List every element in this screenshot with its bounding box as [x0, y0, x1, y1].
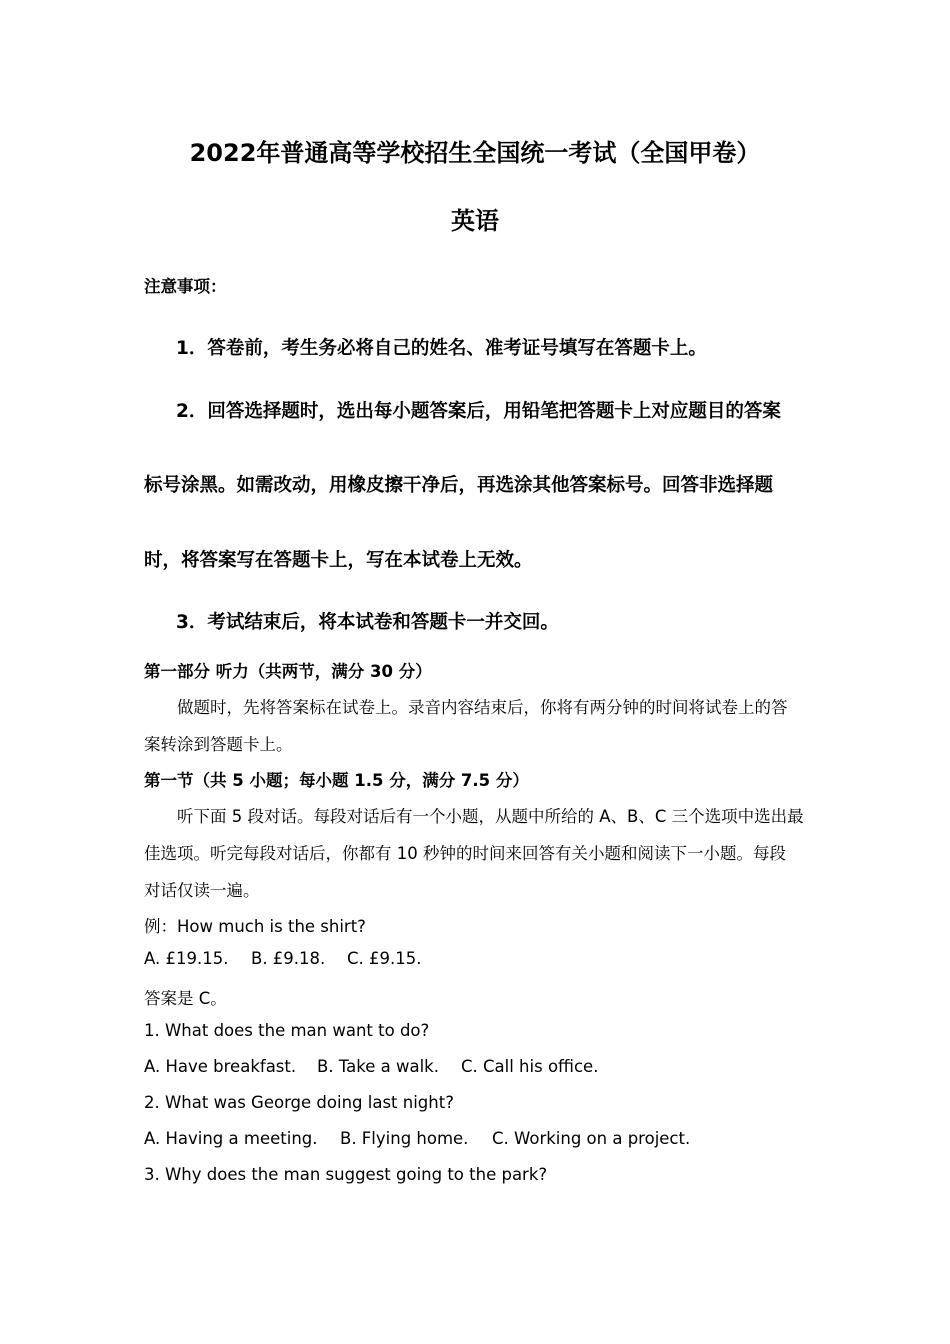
notice-item-2-line-1: 2．回答选择题时，选出每小题答案后，用铅笔把答题卡上对应题目的答案	[176, 401, 781, 422]
question-2-options	[144, 1129, 690, 1148]
example-question: 例：How much is the shirt?	[144, 917, 366, 936]
part1-intro-line-2: 案转涂到答题卡上。	[144, 735, 293, 754]
section1-intro-line-2: 佳选项。听完每段对话后，你都有 10 秒钟的时间来回答有关小题和阅读下一小题。每段	[144, 844, 786, 863]
question-2: 2. What was George doing last night?	[144, 1093, 454, 1112]
section1-intro-line-3: 对话仅读一遍。	[144, 881, 260, 900]
question-2-option-c: C. Working on a project.	[492, 1129, 691, 1148]
question-2-option-a: A. Having a meeting.	[144, 1129, 318, 1148]
example-option-b: B. £9.18.	[251, 949, 326, 968]
exam-subject: 英语	[451, 207, 499, 235]
exam-title: 2022年普通高等学校招生全国统一考试（全国甲卷）	[189, 139, 761, 167]
notice-item-2-line-3: 时，将答案写在答题卡上，写在本试卷上无效。	[144, 550, 533, 571]
question-2-option-b: B. Flying home.	[340, 1129, 469, 1148]
notice-item-1: 1．答卷前，考生务必将自己的姓名、准考证号填写在答题卡上。	[176, 338, 707, 359]
question-1-option-b: B. Take a walk.	[317, 1057, 439, 1076]
part1-intro-line-1: 做题时，先将答案标在试卷上。录音内容结束后，你将有两分钟的时间将试卷上的答	[177, 698, 788, 717]
example-answer: 答案是 C。	[144, 989, 227, 1008]
question-1-option-a: A. Have breakfast.	[144, 1057, 297, 1076]
section1-intro-line-1: 听下面 5 段对话。每段对话后有一个小题，从题中所给的 A、B、C 三个选项中选出最	[177, 807, 804, 826]
notice-heading: 注意事项：	[144, 277, 227, 296]
notice-item-2-line-2: 标号涂黑。如需改动，用橡皮擦干净后，再选涂其他答案标号。回答非选择题	[144, 475, 774, 496]
question-1-options	[144, 1057, 598, 1076]
question-3: 3. Why does the man suggest going to the park?	[144, 1165, 548, 1184]
question-1: 1. What does the man want to do?	[144, 1021, 430, 1040]
question-1-option-c: C. Call his office.	[461, 1057, 599, 1076]
example-option-a: A. £19.15.	[144, 949, 229, 968]
part1-heading: 第一部分 听力（共两节，满分 30 分）	[144, 662, 432, 681]
notice-item-3: 3．考试结束后，将本试卷和答题卡一并交回。	[176, 612, 559, 633]
example-options	[144, 949, 422, 968]
example-option-c: C. £9.15.	[347, 949, 422, 968]
section1-heading: 第一节（共 5 小题；每小题 1.5 分，满分 7.5 分）	[144, 771, 529, 790]
